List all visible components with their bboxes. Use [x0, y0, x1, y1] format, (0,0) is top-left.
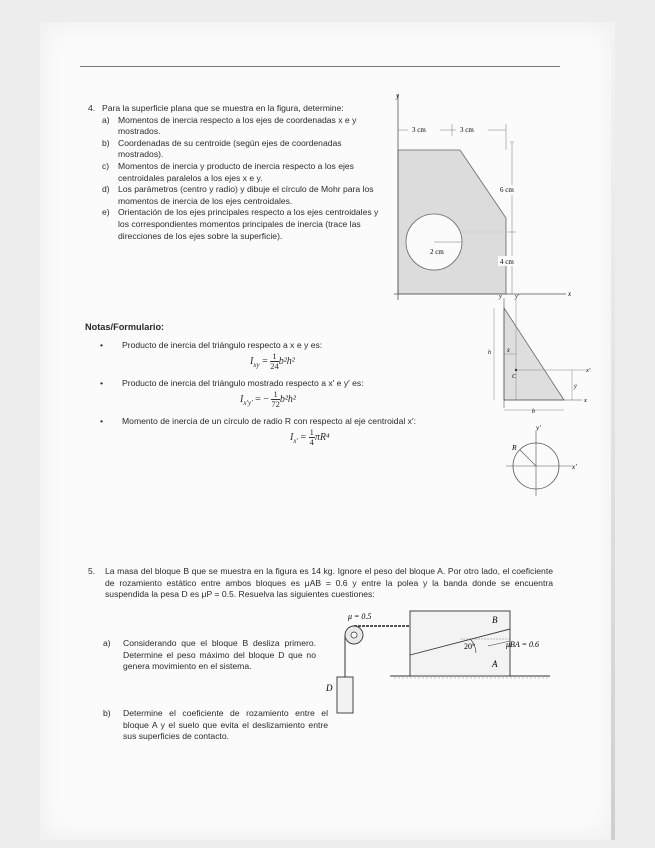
label-yp: y′	[536, 424, 541, 432]
formula-eq: = −	[255, 393, 269, 405]
q4-item-letter: c)	[102, 160, 110, 171]
q4-item-a	[102, 115, 388, 138]
question-5	[88, 566, 553, 601]
label-yp: y′	[515, 293, 520, 300]
q4-item-e	[102, 207, 388, 242]
label-R: R	[512, 443, 517, 452]
question-4	[88, 103, 388, 242]
dim-6cm: 6 cm	[500, 186, 514, 194]
triangle-centroid	[515, 369, 517, 371]
note-text: Momento de inercia de un círculo de radio R con respecto al eje centroidal x′:	[122, 416, 416, 426]
q4-item-text: Los parámetros (centro y radio) y dibuje el círculo de Mohr para los momentos de inercia de los ejes centroidales.	[118, 184, 374, 206]
label-x: x	[584, 397, 587, 404]
q4-item-text: Momentos de inercia respecto a los ejes de coordenadas x e y mostrados.	[118, 114, 357, 137]
q5-item-letter: a)	[103, 638, 111, 648]
question-4-items	[88, 115, 388, 243]
dim-4cm: 4 cm	[500, 258, 514, 266]
dim-radius-2cm: 2 cm	[430, 248, 444, 256]
label-ybar: ȳ	[574, 384, 577, 390]
pulley-hub	[351, 632, 357, 638]
question-4-number: 4.	[88, 103, 96, 113]
note-text: Producto de inercia del triángulo mostrado respecto a x′ e y′ es:	[122, 378, 364, 388]
question-4-intro: Para la superficie plana que se muestra en la figura, determine:	[102, 103, 344, 113]
label-block-a: A	[492, 659, 498, 669]
q5-item-letter: b)	[103, 708, 111, 718]
formula-sub: xy	[253, 360, 260, 369]
notes-title: Notas/Formulario:	[85, 322, 165, 332]
circle-figure	[500, 420, 585, 500]
note-bullet-1	[100, 340, 322, 350]
formula-ixp	[290, 428, 329, 447]
page-edge-shadow	[611, 22, 615, 840]
q4-item-b	[102, 138, 388, 161]
bullet-dot: •	[100, 378, 104, 388]
surface-shape	[398, 150, 506, 294]
formula-eq: =	[300, 431, 307, 443]
label-c: C	[512, 374, 517, 380]
label-mu-ba: μBA = 0.6	[506, 640, 540, 649]
formula-fraction	[271, 390, 280, 409]
q4-item-text: Momentos de inercia y producto de inercia respecto a los ejes centroidales paralelos a los ejes x e y.	[118, 160, 354, 183]
frac-num: 1	[270, 352, 279, 362]
label-block-d: D	[326, 683, 333, 693]
q5-item-b	[103, 708, 328, 743]
frac-num: 1	[309, 427, 314, 437]
formula-rhs: b²h²	[279, 393, 296, 405]
q4-surface-figure	[390, 90, 580, 305]
dim-3cm-left: 3 cm	[412, 126, 426, 134]
triangle-figure	[482, 290, 592, 415]
header-rule	[80, 66, 560, 67]
label-block-b: B	[492, 615, 498, 625]
label-xp: x′	[586, 367, 591, 374]
q4-item-d	[102, 184, 388, 207]
q5-item-a	[103, 638, 316, 673]
q4-item-letter: d)	[102, 184, 110, 195]
question-5-intro: La masa del bloque B que se muestra en la figura es 14 kg. Ignore el peso del bloque A. Por otro lado, el coeficiente de rozamiento estático entre ambos bloques es μAB = 0.6 y entre la polea y la banda donde se encuentra suspendida la pesa D es μP = 0.5. Resuelva las siguientes cuestiones:	[105, 566, 553, 600]
label-xbar: x̄	[507, 348, 510, 354]
q5-item-text: Determine el coeficiente de rozamiento entre el bloque A y el suelo que evita el deslizamiento entre sus superficies de contacto.	[123, 708, 328, 742]
frac-num: 1	[271, 390, 280, 400]
q5-blocks-figure	[320, 605, 560, 720]
q4-item-text: Coordenadas de su centroide (según ejes de coordenadas mostrados).	[118, 137, 342, 160]
frac-den: 72	[271, 399, 280, 409]
formula-eq: =	[262, 355, 268, 367]
label-angle: 20°	[464, 642, 476, 651]
note-bullet-2	[100, 378, 364, 388]
formula-rhs: b²h²	[278, 355, 295, 367]
label-xp: x′	[572, 463, 577, 471]
q4-item-letter: b)	[102, 137, 110, 148]
formula-lhs: I	[290, 431, 294, 443]
formula-rhs: πR⁴	[314, 431, 330, 443]
bullet-dot: •	[100, 416, 104, 426]
label-y: y	[499, 293, 502, 300]
note-bullet-3	[100, 416, 416, 426]
dim-3cm-right: 3 cm	[460, 126, 474, 134]
q4-item-c	[102, 161, 388, 184]
formula-sub: x′	[293, 436, 298, 445]
label-h: h	[488, 350, 491, 356]
y-axis-label: y	[396, 92, 400, 100]
formula-ixpyp	[240, 390, 296, 409]
frac-den: 24	[270, 361, 279, 371]
formula-lhs: I	[240, 393, 244, 405]
note-text: Producto de inercia del triángulo respecto a x e y es:	[122, 340, 323, 350]
formula-ixy	[250, 352, 295, 371]
q4-item-letter: e)	[102, 207, 110, 218]
q4-item-text: Orientación de los ejes principales respecto a los ejes centroidales y los correspondientes momentos principales de inercia (trace las direcciones de los ejes sobre la superficie).	[118, 207, 379, 241]
x-axis-label: x	[568, 290, 572, 298]
bullet-dot: •	[100, 340, 104, 350]
question-5-number: 5.	[88, 566, 96, 576]
q5-item-text: Considerando que el bloque B desliza primero. Determine el peso máximo del bloque D que no genera movimiento en el sistema.	[123, 638, 316, 672]
formula-sub: x′y′	[243, 398, 253, 407]
q4-item-letter: a)	[102, 114, 110, 125]
formula-lhs: I	[250, 355, 254, 367]
formula-fraction	[270, 352, 279, 371]
frac-den: 4	[309, 437, 314, 447]
circle-radius	[520, 450, 536, 466]
block-d	[337, 677, 353, 713]
label-b: b	[532, 409, 535, 415]
label-mu-pulley: μ = 0.5	[348, 612, 372, 621]
